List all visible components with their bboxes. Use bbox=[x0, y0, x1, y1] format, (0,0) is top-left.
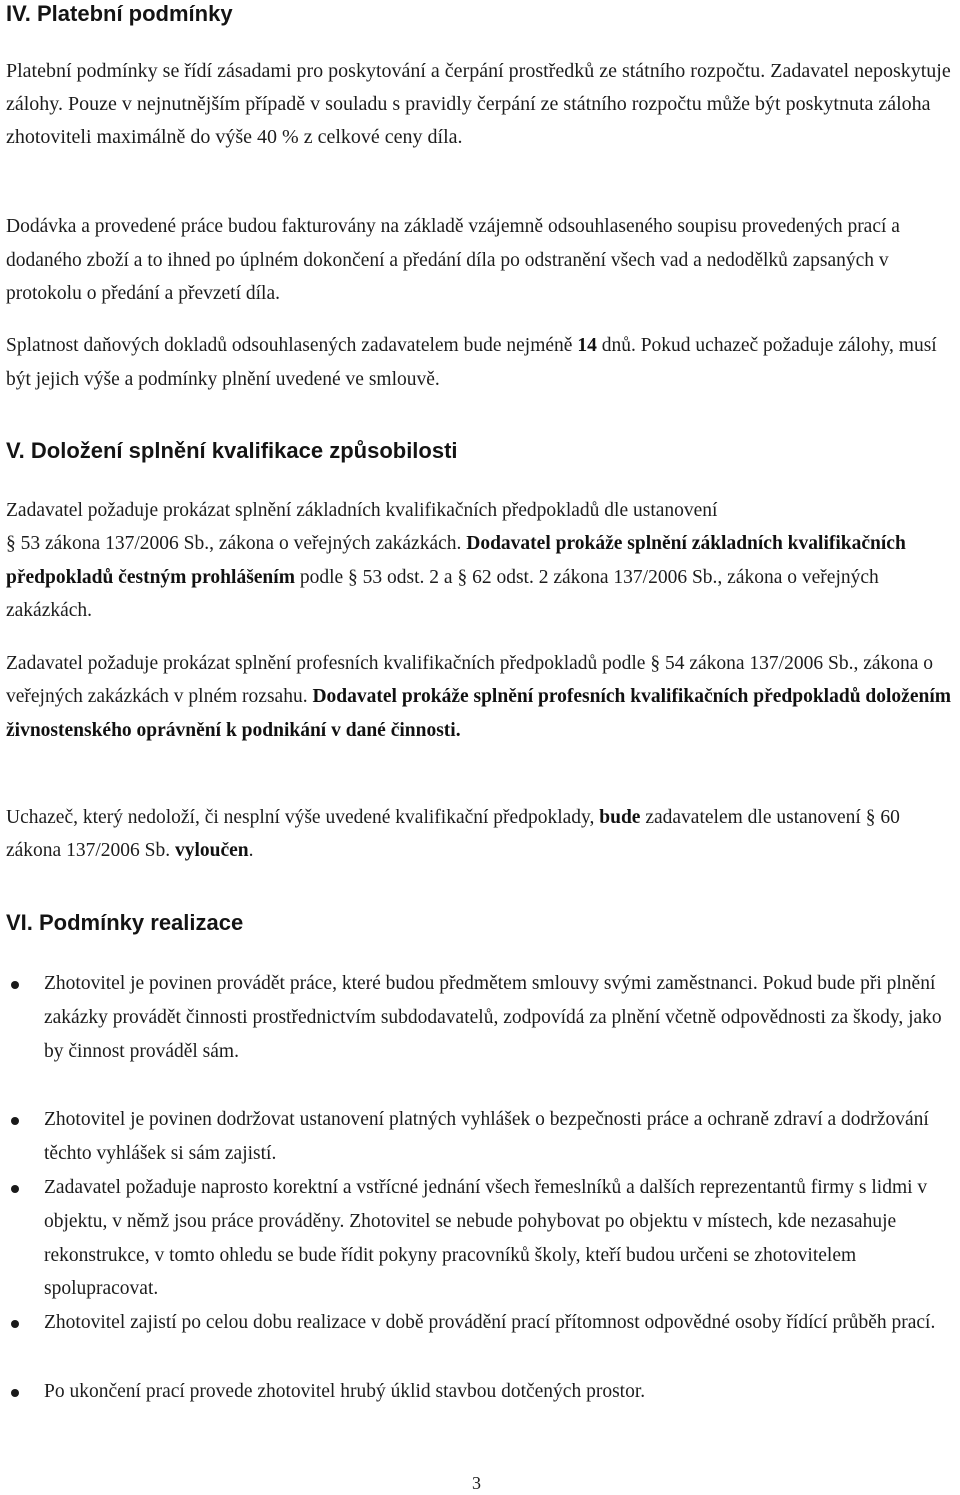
list-item-text: Po ukončení prací provede zhotovitel hrubý úklid stavbou dotčených prostor. bbox=[44, 1381, 646, 1402]
qualification-paragraph-3 bbox=[6, 801, 956, 868]
section-heading-realization: VI. Podmínky realizace bbox=[6, 910, 244, 935]
list-item-text: Zhotovitel je povinen dodržovat ustanovení platných vyhlášek o bezpečnosti práce a ochraně zdraví a dodržování těchto vyhlášek si sám zajistí. bbox=[44, 1109, 929, 1164]
text-run: 60 zákona 137/2006 Sb. bbox=[6, 807, 900, 862]
text-run: Uchazeč, který nedoloží, či nesplní výše uvedené kvalifikační předpoklady, bbox=[6, 807, 600, 828]
text-run: podle bbox=[294, 566, 349, 588]
bullet-icon bbox=[11, 981, 19, 989]
bold-text: Dodavatel prokáže splnění profesních kvalifikačních předpokladů doložením živnostenského oprávnění k podnikání v dané činnosti. bbox=[6, 686, 951, 741]
payment-terms-paragraph-1: Platební podmínky se řídí zásadami pro poskytování a čerpání prostředků ze státního rozpočtu. Zadavatel neposkytuje zálohy. Pouze v nejnutnějším případě v souladu s pravidly čerpání ze státního rozpočtu může být poskytnuta záloha zhotoviteli maximálně do výše 40 % z celkové ceny díla. bbox=[6, 60, 951, 148]
bold-text: 14 bbox=[577, 335, 597, 356]
section-sign-symbol: § bbox=[650, 653, 661, 674]
bullet-icon bbox=[11, 1320, 19, 1328]
page-number: 3 bbox=[472, 1473, 481, 1493]
section-sign-symbol: § bbox=[6, 533, 16, 555]
payment-terms-paragraph-2: Dodávka a provedené práce budou fakturovány na základě vzájemně odsouhlaseného soupisu provedených prací a dodaného zboží a to ihned po úplném dokončení a předání díla po odstranění všech vad a nedodělků zapsaných v protokolu o předání a převzetí díla. bbox=[6, 216, 900, 304]
section-sign-symbol: § bbox=[865, 807, 876, 828]
bold-text: bude bbox=[599, 807, 641, 828]
bold-text: vyloučen bbox=[174, 840, 249, 862]
text-run: . bbox=[248, 840, 254, 862]
text-run: 53 odst. 2 a bbox=[357, 566, 458, 588]
section-sign-symbol: § bbox=[457, 566, 468, 588]
bold-text: Dodavatel prokáže splnění základních kvalifikačních předpokladů čestným prohlášením bbox=[6, 533, 906, 588]
list-item-text: Zhotovitel je povinen provádět práce, které budou předmětem smlouvy svými zaměstnanci. Pokud bude při plnění zakázky provádět činnosti prostřednictvím subdodavatelů, zodpovídá za plnění včetně odpovědnosti za škody, jako by činnost prováděl sám. bbox=[44, 973, 942, 1062]
bullet-icon bbox=[11, 1389, 19, 1397]
payment-terms-paragraph-3 bbox=[6, 329, 956, 396]
text-run: Zadavatel požaduje prokázat splnění profesních kvalifikačních předpokladů podle bbox=[6, 653, 651, 674]
list-item-text: Zadavatel požaduje naprosto korektní a vstřícné jednání všech řemeslníků a dalších reprezentantů firmy s lidmi v objektu, v němž jsou práce prováděny. Zhotovitel se nebude pohybovat po objektu v místech, kde nezasahuje rekonstrukce, v tomto ohledu se bude řídit pokyny pracovníků školy, kteří budou určeni se zhotovitelem spolupracovat. bbox=[44, 1177, 928, 1300]
text-run: dnů. Pokud uchazeč požaduje zálohy, musí být jejich výše a podmínky plnění uvedené ve smlouvě. bbox=[6, 335, 937, 390]
text-run: Splatnost daňových dokladů odsouhlasených zadavatelem bude nejméně bbox=[6, 335, 578, 356]
text-run: 53 zákona 137/2006 Sb., zákona o veřejných zakázkách. bbox=[15, 533, 467, 555]
section-heading-qualification: V. Doložení splnění kvalifikace způsobilosti bbox=[6, 438, 458, 463]
section-sign-symbol: § bbox=[348, 566, 358, 588]
text-run: Zadavatel požaduje prokázat splnění základních kvalifikačních předpokladů dle ustanovení bbox=[6, 500, 718, 521]
bullet-icon bbox=[11, 1117, 19, 1125]
section-heading-payment-terms: IV. Platební podmínky bbox=[6, 1, 233, 26]
text-run: zadavatelem dle ustanovení bbox=[640, 807, 866, 828]
text-run: 62 odst. 2 zákona 137/2006 Sb., zákona o veřejných zakázkách. bbox=[6, 566, 879, 622]
list-item-text: Zhotovitel zajistí po celou dobu realizace v době provádění prací přítomnost odpovědné osoby řídící průběh prací. bbox=[44, 1312, 936, 1333]
qualification-paragraph-2 bbox=[6, 647, 956, 747]
bullet-icon bbox=[11, 1185, 19, 1193]
text-run: 54 zákona 137/2006 Sb., zákona o veřejných zakázkách v plném rozsahu. bbox=[6, 653, 934, 708]
qualification-paragraph-1 bbox=[6, 494, 956, 628]
